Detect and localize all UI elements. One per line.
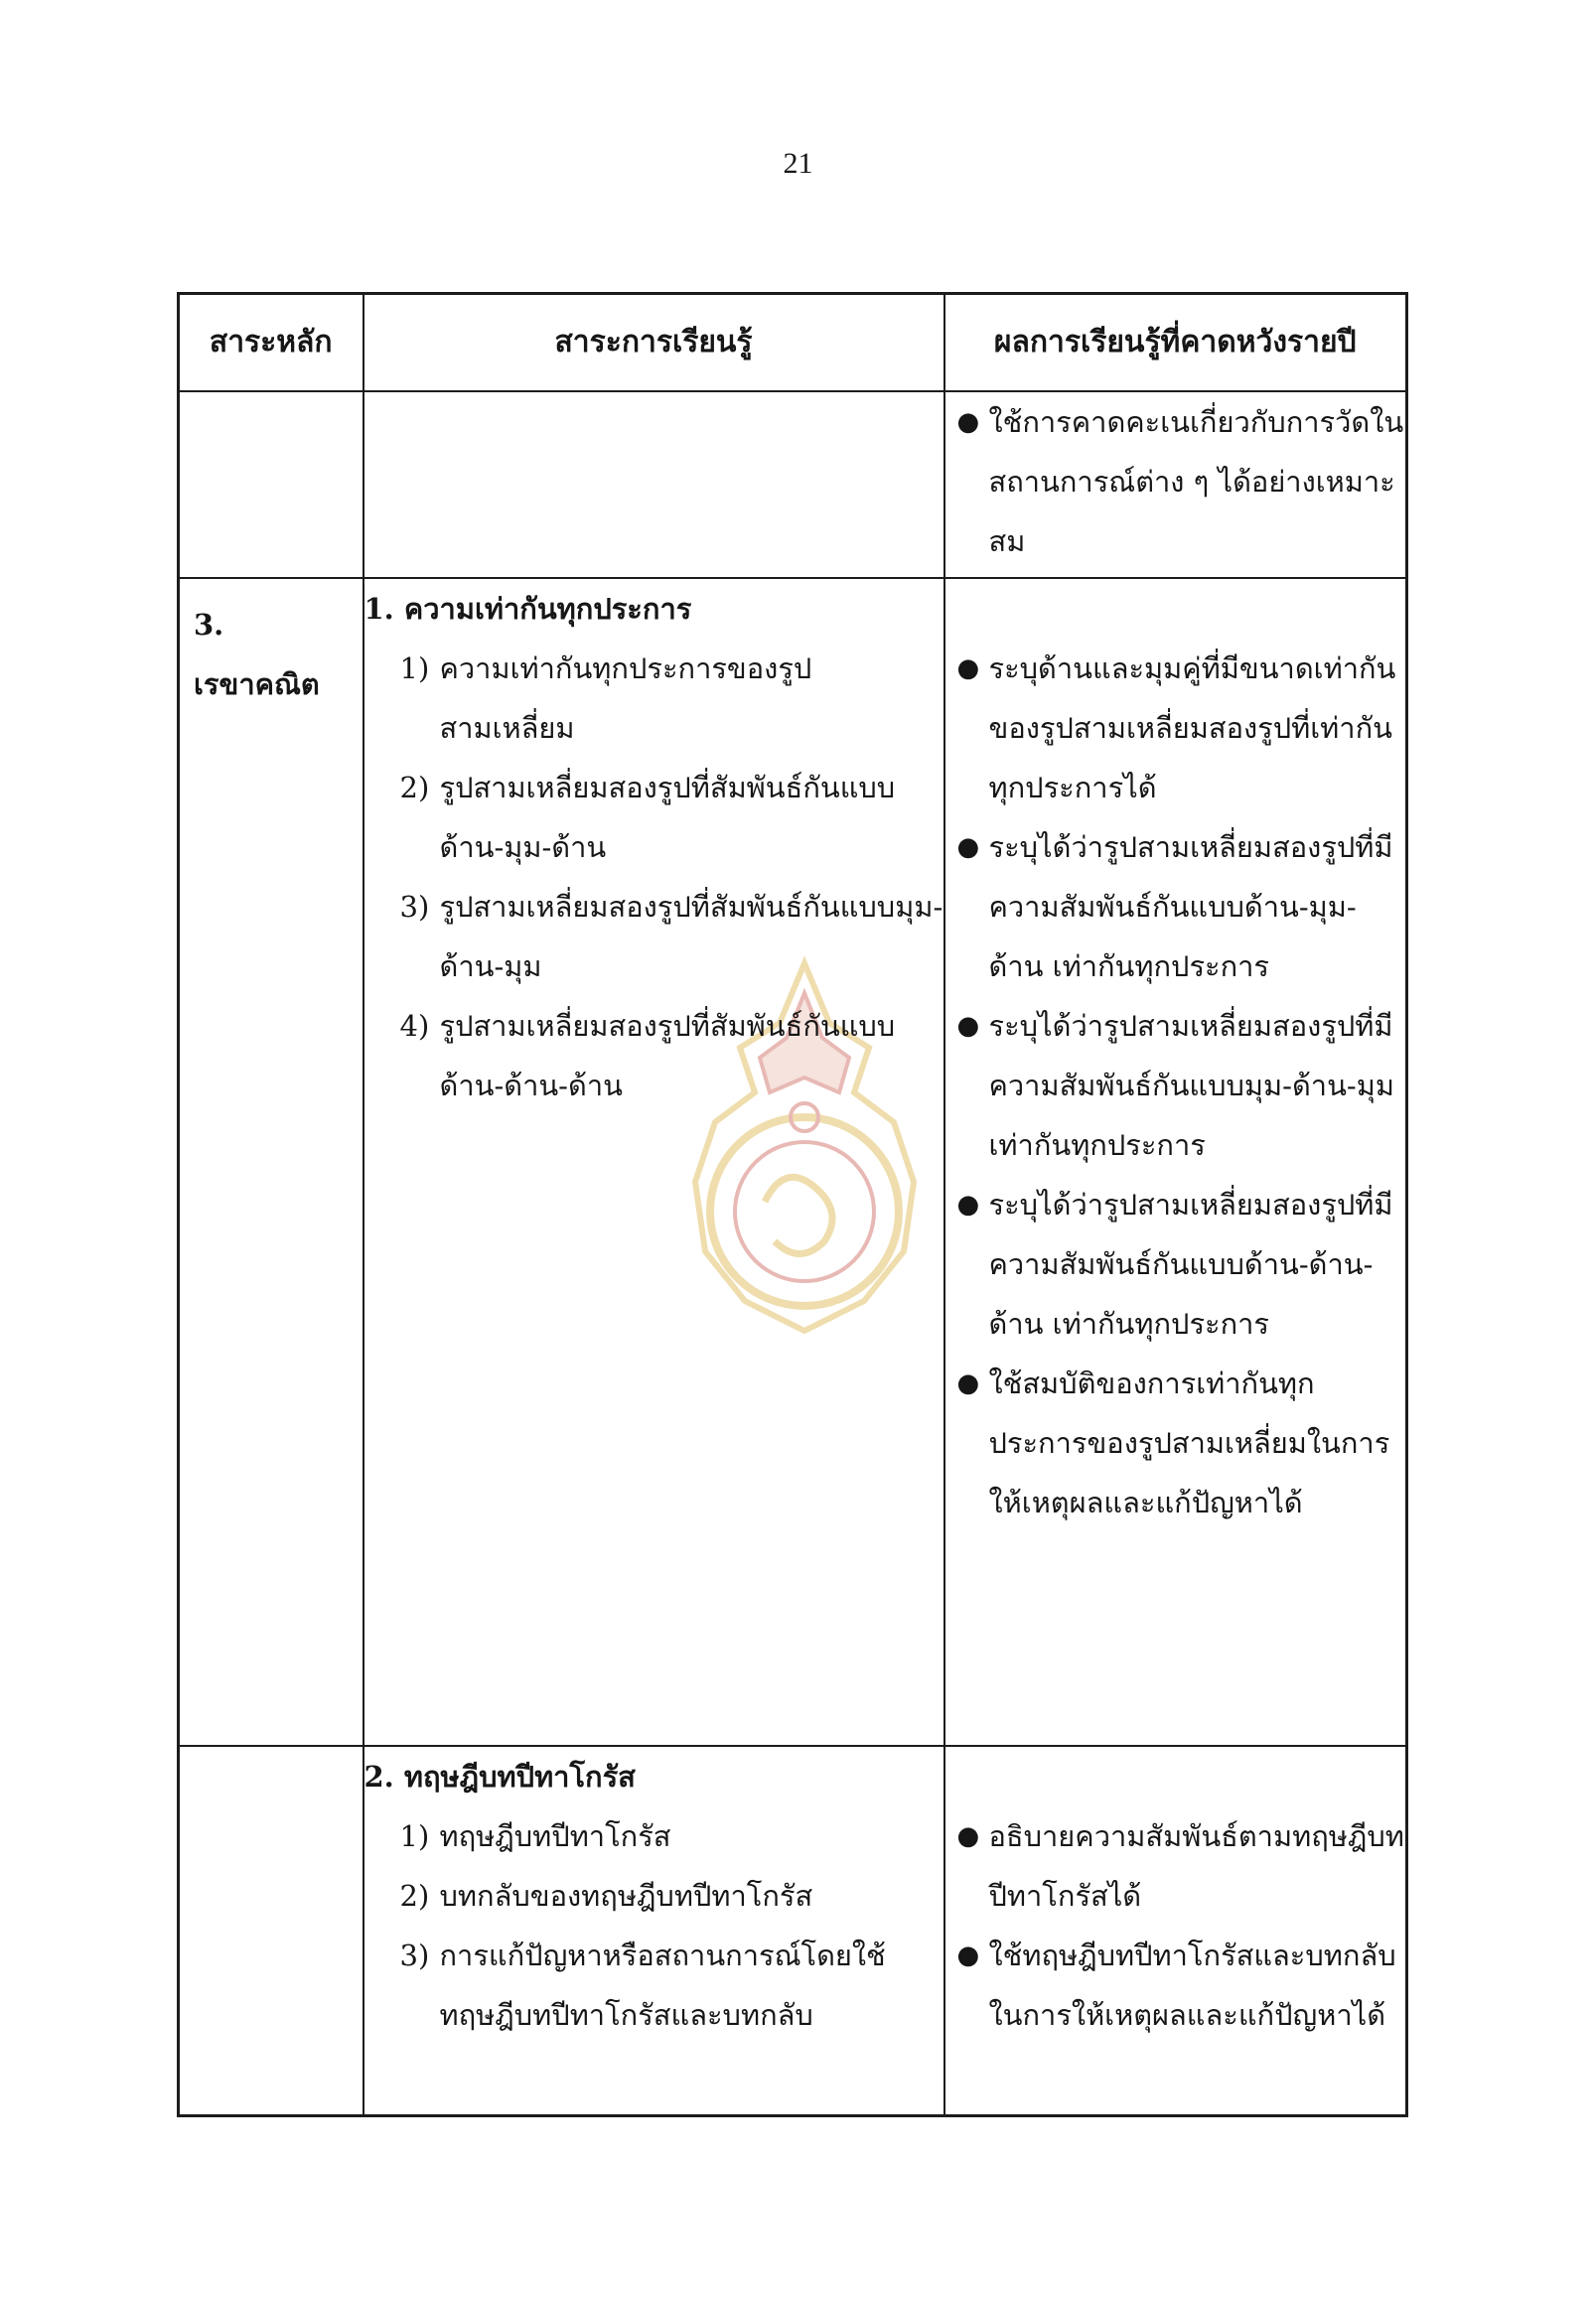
table-row (179, 1746, 1407, 2115)
strand-cell (179, 1746, 363, 2115)
bullet-icon: ● (956, 1011, 980, 1041)
bullet-icon: ● (956, 1190, 980, 1220)
strand-title: 3. เรขาคณิต (194, 608, 320, 701)
subtopic-number: 1) (399, 651, 430, 685)
bullet-icon: ● (956, 1941, 980, 1970)
list-item (400, 1866, 943, 1926)
content-cell (363, 391, 944, 578)
list-item (945, 996, 1406, 1175)
list-item (945, 392, 1406, 571)
bullet-icon: ● (956, 407, 980, 437)
outcome-list (945, 639, 1406, 1532)
table-row (179, 578, 1407, 1746)
subtopic-text: รูปสามเหลี่ยมสองรูปที่สัมพันธ์กันแบบมุม-ด้าน-มุม (439, 890, 943, 983)
list-item (400, 877, 943, 996)
subtopic-list (364, 1806, 943, 2045)
subtopic-text: ทฤษฎีบทปีทาโกรัส (439, 1819, 671, 1853)
page-number: 21 (783, 147, 813, 180)
table-header-row (179, 294, 1407, 392)
list-item (400, 639, 943, 758)
list-item (945, 817, 1406, 996)
table-row (179, 391, 1407, 578)
header-learning-content: สาระการเรียนรู้ (363, 294, 944, 392)
bullet-icon: ● (956, 1821, 980, 1851)
topic-title: 2. ทฤษฎีบทปีทาโกรัส (363, 1760, 636, 1794)
subtopic-list (364, 639, 943, 1115)
subtopic-text: การแก้ปัญหาหรือสถานการณ์โดยใช้ทฤษฎีบทปีทาโกรัสและบทกลับ (439, 1939, 886, 2032)
outcome-text: ใช้สมบัติของการเท่ากันทุกประการของรูปสามเหลี่ยมในการให้เหตุผลและแก้ปัญหาได้ (988, 1367, 1390, 1519)
outcome-cell (944, 391, 1407, 578)
strand-cell (179, 578, 363, 1746)
subtopic-text: ความเท่ากันทุกประการของรูปสามเหลี่ยม (439, 651, 812, 745)
content-cell (363, 578, 944, 1746)
subtopic-text: รูปสามเหลี่ยมสองรูปที่สัมพันธ์กันแบบด้าน-มุม-ด้าน (439, 771, 896, 864)
outcome-list (945, 392, 1406, 571)
outcome-list (945, 1806, 1406, 2045)
subtopic-number: 3) (399, 1939, 430, 1972)
list-item (945, 639, 1406, 817)
subtopic-text: บทกลับของทฤษฎีบทปีทาโกรัส (439, 1879, 813, 1913)
header-expected-outcomes: ผลการเรียนรู้ที่คาดหวังรายปี (944, 294, 1407, 392)
outcome-text: ระบุได้ว่ารูปสามเหลี่ยมสองรูปที่มีความสัมพันธ์กันแบบมุม-ด้าน-มุม เท่ากันทุกประการ (988, 1009, 1394, 1162)
content-cell (363, 1746, 944, 2115)
outcome-text: ระบุด้านและมุมคู่ที่มีขนาดเท่ากันของรูปสามเหลี่ยมสองรูปที่เท่ากันทุกประการได้ (988, 651, 1396, 804)
header-core-strand: สาระหลัก (179, 294, 363, 392)
subtopic-number: 3) (399, 890, 430, 924)
subtopic-number: 4) (399, 1009, 430, 1043)
bullet-icon: ● (956, 832, 980, 862)
bullet-icon: ● (956, 653, 980, 683)
bullet-icon: ● (956, 1368, 980, 1398)
outcome-cell (944, 1746, 1407, 2115)
strand-cell (179, 391, 363, 578)
list-item (945, 1806, 1406, 1926)
topic-title: 1. ความเท่ากันทุกประการ (363, 592, 692, 626)
subtopic-number: 2) (399, 771, 430, 804)
list-item (945, 1354, 1406, 1532)
outcome-cell (944, 578, 1407, 1746)
list-item (400, 758, 943, 877)
list-item (945, 1175, 1406, 1354)
subtopic-number: 2) (399, 1879, 430, 1913)
outcome-text: ใช้ทฤษฎีบทปีทาโกรัสและบทกลับในการให้เหตุผลและแก้ปัญหาได้ (988, 1939, 1396, 2032)
list-item (400, 996, 943, 1115)
subtopic-number: 1) (399, 1819, 430, 1853)
list-item (945, 1926, 1406, 2045)
outcome-text: ระบุได้ว่ารูปสามเหลี่ยมสองรูปที่มีความสัมพันธ์กันแบบด้าน-มุม-ด้าน เท่ากันทุกประการ (988, 830, 1393, 983)
curriculum-table (177, 292, 1408, 2117)
outcome-text: อธิบายความสัมพันธ์ตามทฤษฎีบทปีทาโกรัสได้ (988, 1819, 1404, 1913)
list-item (400, 1806, 943, 1866)
subtopic-text: รูปสามเหลี่ยมสองรูปที่สัมพันธ์กันแบบด้าน-ด้าน-ด้าน (439, 1009, 896, 1102)
outcome-text: ใช้การคาดคะเนเกี่ยวกับการวัดในสถานการณ์ต่าง ๆ ได้อย่างเหมาะสม (988, 405, 1404, 558)
list-item (400, 1926, 943, 2045)
outcome-text: ระบุได้ว่ารูปสามเหลี่ยมสองรูปที่มีความสัมพันธ์กันแบบด้าน-ด้าน-ด้าน เท่ากันทุกประการ (988, 1188, 1393, 1341)
